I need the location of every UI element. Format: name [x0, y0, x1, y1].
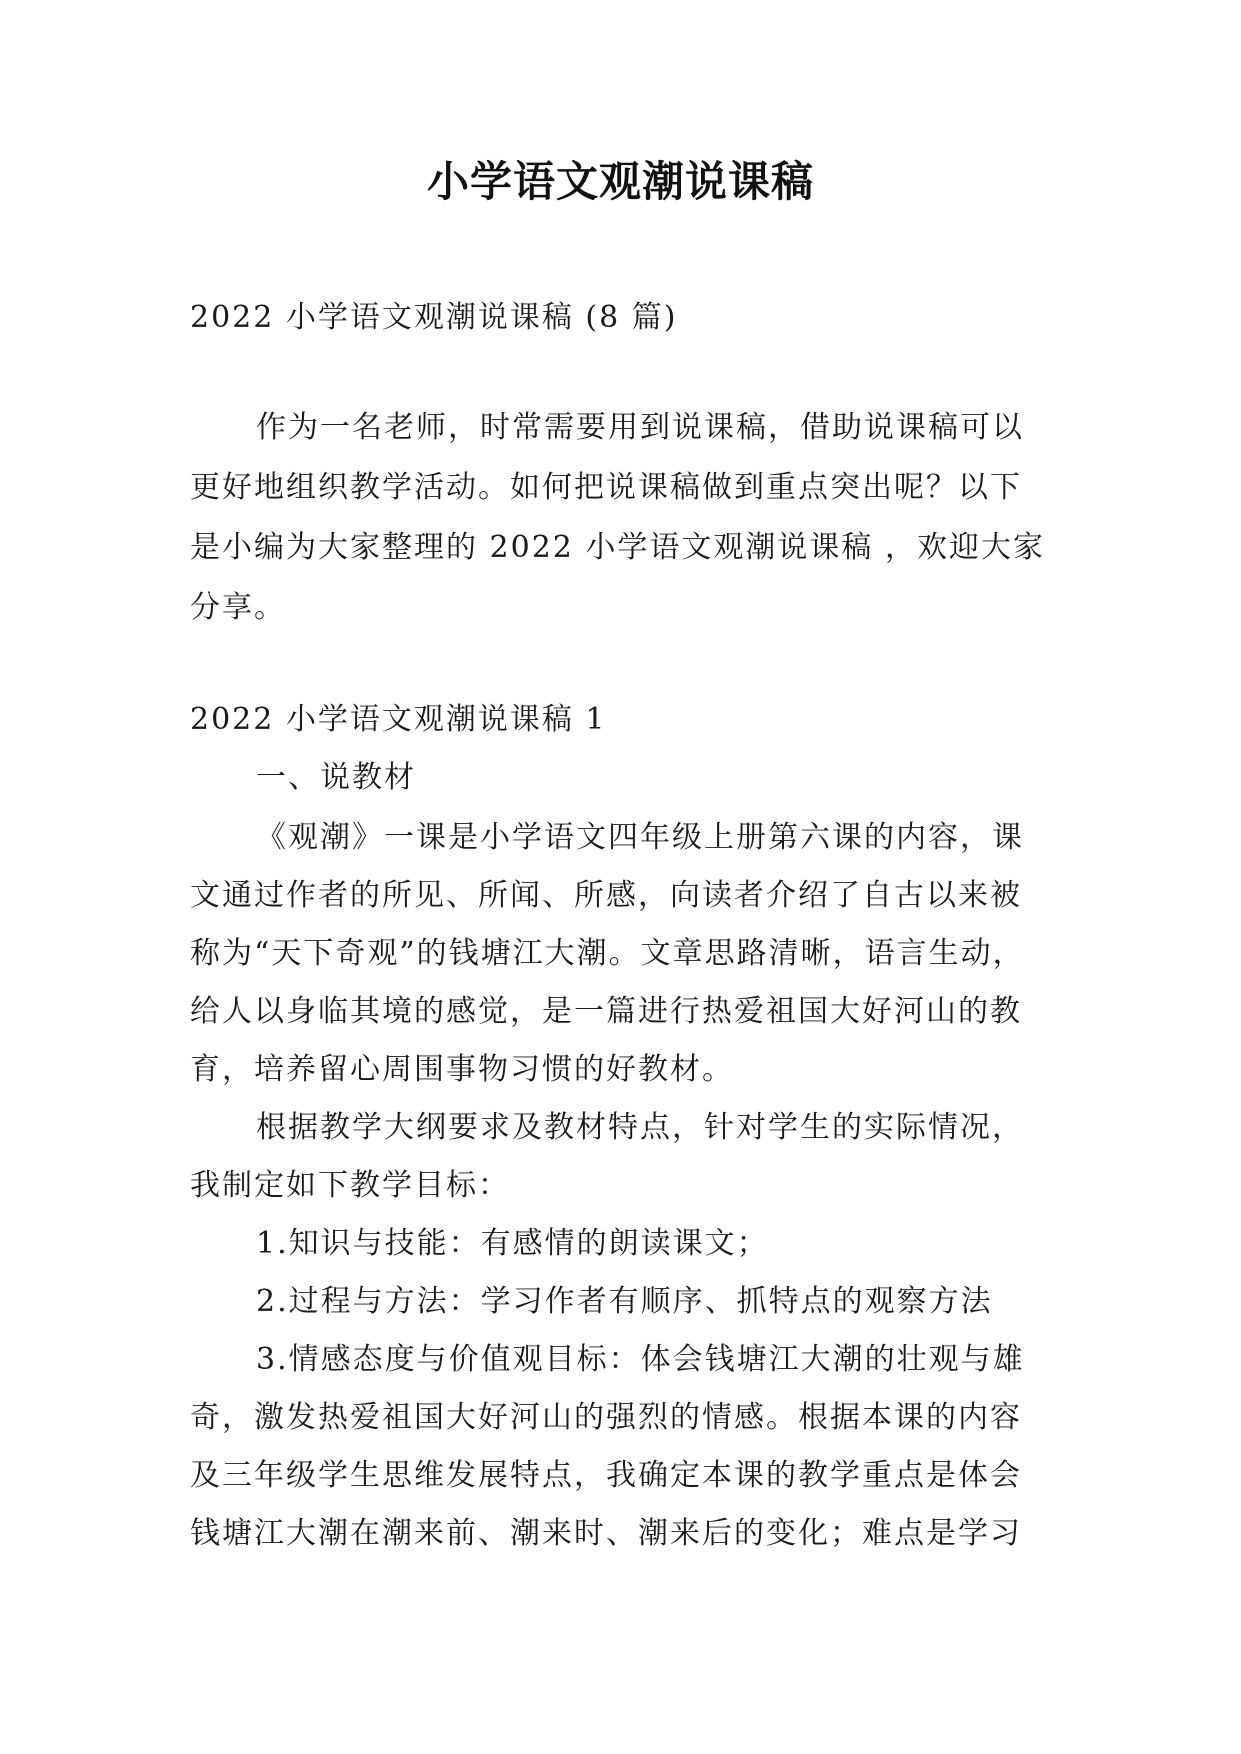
body-line: 奇，激发热爱祖国大好河山的强烈的情感。根据本课的内容: [190, 1400, 1022, 1435]
section-heading: 2022 小学语文观潮说课稿 1: [190, 702, 607, 737]
body-line: 及三年级学生思维发展特点，我确定本课的教学重点是体会: [190, 1458, 1022, 1493]
document-title: 小学语文观潮说课稿: [426, 157, 814, 206]
intro-line: 更好地组织教学活动。如何把说课稿做到重点突出呢？以下: [190, 470, 1022, 505]
body-line: 文通过作者的所见、所闻、所感，向读者介绍了自古以来被: [190, 878, 1022, 913]
intro-line: 分享。: [190, 590, 286, 625]
intro-line: 作为一名老师，时常需要用到说课稿，借助说课稿可以: [256, 410, 1024, 445]
subheading: 一、说教材: [256, 760, 416, 795]
body-line: 钱塘江大潮在潮来前、潮来时、潮来后的变化；难点是学习: [190, 1516, 1022, 1551]
document-subtitle: 2022 小学语文观潮说课稿 (8 篇): [190, 300, 678, 335]
body-line: 根据教学大纲要求及教材特点，针对学生的实际情况，: [256, 1110, 1024, 1145]
body-line: 1.知识与技能：有感情的朗读课文；: [256, 1226, 769, 1261]
body-line: 《观潮》一课是小学语文四年级上册第六课的内容，课: [256, 820, 1024, 855]
body-line: 我制定如下教学目标：: [190, 1168, 510, 1203]
intro-line: 是小编为大家整理的 2022 小学语文观潮说课稿 ，欢迎大家: [190, 530, 1045, 565]
body-line: 育，培养留心周围事物习惯的好教材。: [190, 1052, 734, 1087]
body-line: 3.情感态度与价值观目标：体会钱塘江大潮的壮观与雄: [256, 1342, 1025, 1377]
body-line: 给人以身临其境的感觉，是一篇进行热爱祖国大好河山的教: [190, 994, 1022, 1029]
body-line: 称为“天下奇观”的钱塘江大潮。文章思路清晰，语言生动，: [190, 936, 1025, 971]
body-line: 2.过程与方法：学习作者有顺序、抓特点的观察方法: [256, 1284, 993, 1319]
